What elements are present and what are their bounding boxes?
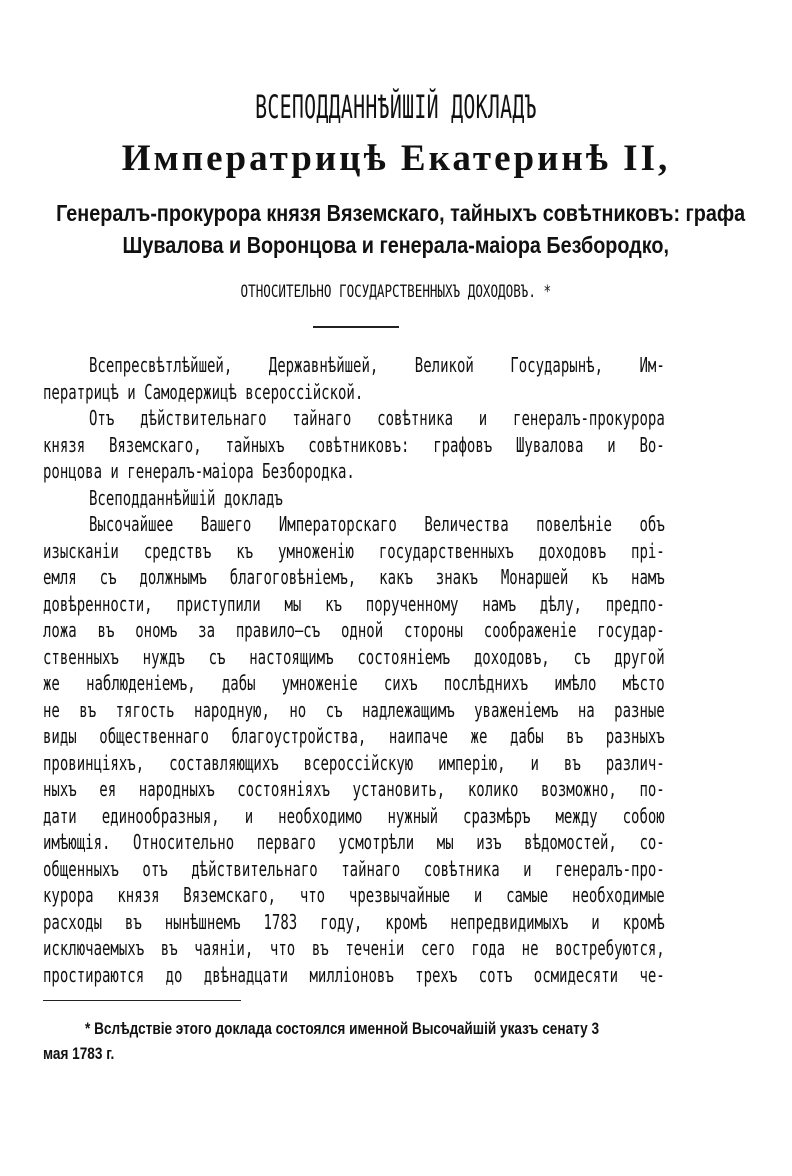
body-line: не въ тягость народную, но съ надлежащимъ уваженіемъ на разные xyxy=(43,697,665,722)
body-line: ператрицѣ и Самодержицѣ всероссійской. xyxy=(43,379,364,404)
body-line: дати единообразныя, и необходимо нужный сразмѣръ между собою xyxy=(43,803,665,828)
body-line: Отъ дѣйствительнаго тайнаго совѣтника и генералъ-прокурора xyxy=(89,406,665,430)
body-line: имѣющія. Относительно перваго усмотрѣли мы изъ вѣдомостей, со- xyxy=(43,830,665,854)
document-title: ВСЕПОДДАННѢЙШІЙ ДОКЛАДЪ xyxy=(255,88,537,126)
body-line: Всепресвѣтлѣйшей, Державнѣйшей, Великой Государынѣ, Им- xyxy=(89,353,665,377)
body-line: изысканіи средствъ къ умноженію государственныхъ доходовъ прі- xyxy=(43,538,665,563)
body-line: исключаемыхъ въ чаяніи, что въ теченіи сего года не востребуются, xyxy=(43,936,665,960)
footnote xyxy=(43,1016,665,1066)
footnote-line-1: * Вслѣдствіе этого доклада состоялся именной Высочайшій указъ сенату 3 xyxy=(85,1019,600,1038)
subject-line xyxy=(0,282,792,302)
authors-line-1-text: Генералъ-прокурора князя Вяземскаго, тайныхъ совѣтниковъ: графа xyxy=(56,200,746,226)
body-line: емля съ должнымъ благоговѣніемъ, какъ знакъ Монаршей къ намъ xyxy=(43,565,665,589)
body-line: же наблюденіемъ, дабы умноженіе сихъ послѣднихъ имѣло мѣсто xyxy=(43,671,665,695)
addressee-heading: Императрицѣ Екатеринѣ II, xyxy=(121,138,671,179)
body-line: Высочайшее Вашего Императорскаго Величества повелѣніе объ xyxy=(89,512,665,536)
body-line: лoжа въ ономъ за правило—съ одной стороны соображеніе государ- xyxy=(43,618,665,642)
body-line: общенныхъ отъ дѣйствительнаго тайнаго совѣтника и генералъ-про- xyxy=(43,856,665,881)
footnote-line-2: мая 1783 г. xyxy=(43,1044,115,1063)
body-line: Всеподданнѣйшій докладъ xyxy=(89,485,283,510)
body-line: расходы въ нынѣшнемъ 1783 году, кромѣ непредвидимыхъ и кромѣ xyxy=(43,909,665,934)
heading-divider xyxy=(313,326,399,328)
subject-text: ОТНОСИТЕЛЬНО ГОСУДАРСТВЕННЫХЪ ДОХОДОВЪ. * xyxy=(240,282,552,302)
body-line: виды общественнаго благоустройства, наипаче же дабы въ разныхъ xyxy=(43,724,665,748)
footnote-divider xyxy=(43,1000,241,1001)
body-line: ныхъ ея народныхъ состояніяхъ установить, колико возможно, по- xyxy=(43,777,665,801)
authors-line-2 xyxy=(0,232,792,259)
authors-line-1 xyxy=(0,200,792,227)
body-line: довѣренности, приступили мы къ порученному намъ дѣлу, предпо- xyxy=(43,591,665,616)
body-line: князя Вяземскаго, тайныхъ совѣтниковъ: графовъ Шувалова и Во- xyxy=(43,432,665,457)
body-line: курора князя Вяземскаго, что чрезвычайные и самые необходимые xyxy=(43,883,665,907)
body-line: ронцова и генералъ-маіора Безбородка. xyxy=(43,459,355,483)
body-text xyxy=(43,352,665,988)
body-line: ственныхъ нуждъ съ настоящимъ состояніемъ доходовъ, съ другой xyxy=(43,644,665,669)
body-line: простираются до двѣнадцати милліоновъ трехъ сотъ осмидесяти че- xyxy=(43,962,665,987)
authors-line-2-text: Шувалова и Воронцова и генерала-маіора Безбородко, xyxy=(122,232,670,258)
body-line: провинціяхъ, составляющихъ всероссійскую имперію, и въ различ- xyxy=(43,750,665,775)
